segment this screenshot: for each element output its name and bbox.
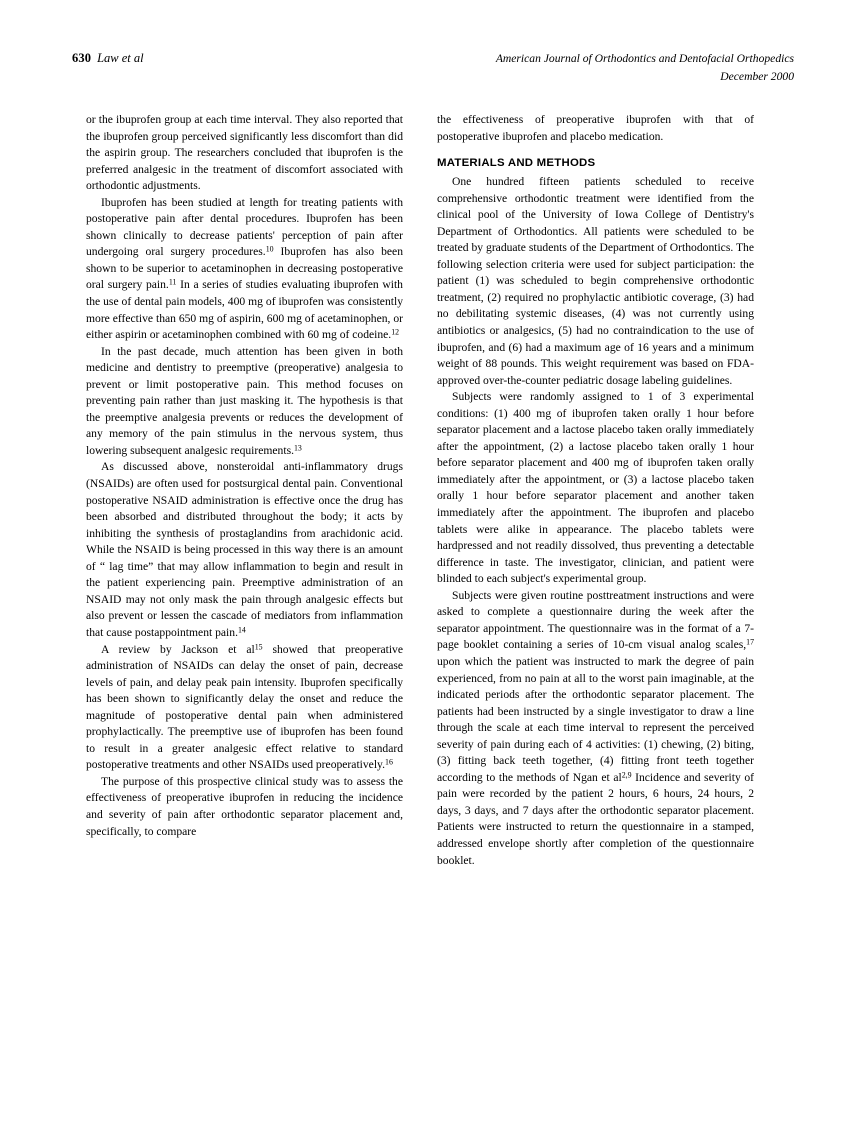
paragraph-text: Subjects were randomly assigned to 1 of 3 experimental conditions: (1) 400 mg of ibuprofen taken orally 1 hour before separator placement and a lactose placebo taken orally immediately after the appointment, (2) a lactose placebo taken orally 1 hour before separator placement and 400 mg of ibuprofen taken orally immediately after the appointment, or (3) a lactose placebo taken orally 1 hour before separator placement and another taken immediately after the appointment. The ibuprofen and placebo tablets were alike in appearance. The placebo tablets were hardpressed and not readily dissolved, thus preventing a detectable difference in taste. The investigator, clinician, and patient were blinded to each subject's experimental group. (437, 390, 754, 586)
running-head-right (496, 50, 794, 85)
column-left (86, 112, 403, 1042)
running-head-authors: Law et al (97, 51, 144, 65)
paragraph-text: Subjects were given routine posttreatment instructions and were asked to complete a questionnaire during the week after the separator appointment. The questionnaire was in the format of a 7-page booklet containing a series of 10-cm visual analog scales, (437, 588, 754, 652)
paragraph (437, 174, 754, 389)
running-head (72, 50, 794, 92)
paragraph (86, 459, 403, 641)
paragraph-text: or the ibuprofen group at each time interval. They also reported that the ibuprofen group perceived significantly less discomfort than did the aspirin group. The researchers concluded that ibuprofen is the preferred analgesic in the treatment of discomfort associated with orthodontic adjustments. (86, 113, 403, 193)
reference-marker: 14 (237, 625, 246, 635)
paragraph (437, 588, 754, 869)
reference-marker: 11 (168, 278, 177, 288)
paragraph-text: Ibuprofen has also been shown to be superior to acetaminophen in decreasing postoperative oral surgery pain. (86, 245, 403, 292)
paragraph-text: The purpose of this prospective clinical study was to assess the effectiveness of preoperative ibuprofen in reducing the incidence and severity of pain after orthodontic separator placement and, specifically, to compare (86, 774, 403, 838)
paragraph (86, 774, 403, 840)
journal-title: American Journal of Orthodontics and Dentofacial Orthopedics (495, 52, 794, 65)
paragraph-text: One hundred fifteen patients scheduled to receive comprehensive orthodontic treatment were identified from the clinical pool of the University of Iowa College of Dentistry's Department of Orthodontics. All patients were scheduled to be treated by graduate students of the Department of Orthodontics. The following selection criteria were used for subject participation: the patient (1) was scheduled to begin comprehensive orthodontic treatment, (2) required no prophylactic antibiotic coverage, (3) had no debilitating systemic diseases, (4) was not currently using antibiotics or analgesics, (5) had no contraindication to the use of ibuprofen, and (6) had a maximum age of 16 years and a minimum weight of 88 pounds. This weight requirement was based on FDA-approved over-the-counter pediatric dosage labeling guidelines. (437, 175, 754, 387)
paragraph-text: the effectiveness of preoperative ibuprofen with that of postoperative ibuprofen and placebo medication. (437, 113, 754, 143)
paragraph (437, 112, 754, 145)
column-right (437, 112, 754, 1042)
paragraph-text: In a series of studies evaluating ibuprofen with the use of dental pain models, 400 mg of ibuprofen was consistently more effective than 650 mg of aspirin, 600 mg of acetaminophen, or either aspirin or acetaminophen combined with 60 mg of codeine. (86, 278, 403, 342)
issue-date: December 2000 (720, 69, 794, 83)
page-folio-number: 630 (72, 51, 92, 65)
paragraph-text: A review by Jackson et al (101, 642, 255, 656)
section-heading-materials-and-methods: MATERIALS AND METHODS (437, 156, 596, 169)
paragraph-text: Ibuprofen has been studied at length for treating patients with postoperative pain after dental procedures. Ibuprofen has been shown clinically to decrease patients' perception of pain after undergoing oral surgery procedures. (86, 195, 403, 259)
reference-marker: 13 (293, 443, 302, 453)
reference-marker: 2,9 (621, 770, 632, 780)
running-head-left (72, 50, 144, 66)
paragraph-text: showed that preoperative administration of NSAIDs can delay the onset of pain, decrease levels of pain, and delay peak pain intensity. Ibuprofen specifically has been shown to significantly delay the onset and reduce the magnitude of postoperative dental pain when administered prophylactically. The preemptive use of ibuprofen has been found to result in a greater analgesic effect relative to standard postoperative treatments and other NSAIDs used preoperatively. (86, 642, 403, 772)
paragraph (437, 389, 754, 588)
paragraph (86, 642, 403, 774)
reference-marker: 12 (391, 327, 400, 337)
reference-marker: 16 (385, 758, 393, 768)
reference-marker: 15 (254, 642, 263, 652)
reference-marker: 10 (265, 245, 274, 255)
paragraph-text: Incidence and severity of pain were recorded by the patient 2 hours, 6 hours, 24 hours, 2 days, 3 days, and 7 days after the orthodontic separator placement. Patients were instructed to return the questionnaire in a stamped, addressed envelope shortly after completion of the questionnaire booklet. (437, 770, 754, 867)
paragraph (86, 195, 403, 344)
paragraph-text: As discussed above, nonsteroidal anti-inflammatory drugs (NSAIDs) are often used for postsurgical dental pain. Conventional postoperative NSAID administration is effective once the drug has been absorbed and distributed throughout the body; it acts by inhibiting the synthesis of prostaglandins from arachidonic acid. While the NSAID is being processed in this way there is an amount of “ lag time” that may allow inflammation to begin and result in the patient experiencing pain. Preemptive administration of an NSAID may not only mask the pain through analgesic effects but also prevent or lessen the cascade of mediators from inflammation that cause postappointment pain. (86, 460, 403, 639)
paragraph (86, 112, 403, 195)
paragraph-text: upon which the patient was instructed to mark the degree of pain experienced, from no pain at all to the worst pain imaginable, at the indicated periods after the orthodontic separator placement. The patients had been instructed by a single investigator to draw a line through the scale at each time interval to represent the perceived severity of pain during each of 4 activities: (1) chewing, (2) biting, (3) fitting back teeth together, (4) fitting front teeth together according to the methods of Ngan et al (437, 654, 754, 784)
paragraph (86, 344, 403, 460)
reference-marker: 17 (746, 638, 754, 648)
body-text-area (86, 112, 780, 1042)
paragraph-text: In the past decade, much attention has been given in both medicine and dentistry to preemptive (preoperative) analgesia to prevent or limit postoperative pain. This method focuses on preventing pain rather than just masking it. The hypothesis is that the preemptive analgesia prevents or reduces the development of any memory of the pain stimulus in the nervous system, thus lowering subsequent analgesic requirements. (86, 344, 403, 457)
